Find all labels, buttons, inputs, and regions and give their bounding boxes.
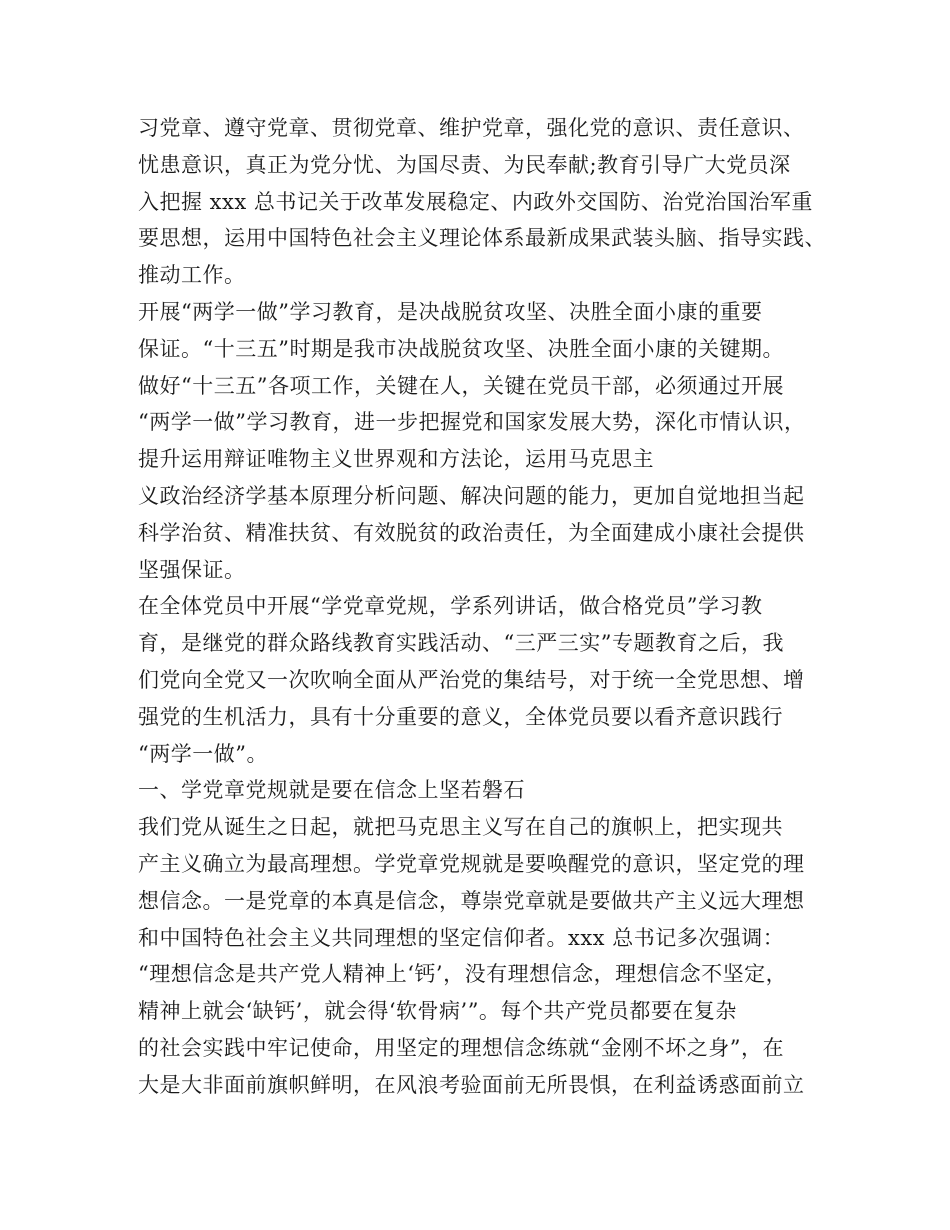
- text-line: 习党章、遵守党章、贯彻党章、维护党章，强化党的意识、责任意识、: [138, 116, 805, 140]
- text-line: 们党向全党又一次吹响全面从严治党的集结号，对于统一全党思想、增: [138, 667, 805, 692]
- text-line: 想信念。一是党章的本真是信念，尊崇党章就是要做共产主义远大理想: [138, 888, 805, 913]
- text-line: 提升运用辩证唯物主义世界观和方法论，运用马克思主: [138, 447, 654, 472]
- text-line: 坚强保证。: [138, 557, 246, 582]
- text-line: 推动工作。: [138, 263, 246, 288]
- text-line: 强党的生机活力，具有十分重要的意义，全体党员要以看齐意识践行: [138, 704, 783, 729]
- text-line: 忧患意识，真正为党分忧、为国尽责、为民奉献;教育引导广大党员深: [138, 152, 791, 177]
- text-line: 开展“两学一做”学习教育，是决战脱贫攻坚、决胜全面小康的重要: [138, 299, 763, 324]
- text-line: 入把握 xxx 总书记关于改革发展稳定、内政外交国防、治党治国治军重: [138, 189, 813, 214]
- document-body: [138, 110, 828, 1104]
- text-line: “理想信念是共产党人精神上‘钙’，没有理想信念，理想信念不坚定，: [138, 962, 788, 987]
- text-line: 要思想，运用中国特色社会主义理论体系最新成果武装头脑、指导实践、: [138, 226, 826, 251]
- text-line: 保证。“十三五”时期是我市决战脱贫攻坚、决胜全面小康的关键期。: [138, 336, 784, 361]
- text-line: “两学一做”学习教育，进一步把握党和国家发展大势，深化市情认识，: [138, 410, 806, 435]
- text-line: 我们党从诞生之日起，就把马克思主义写在自己的旗帜上，把实现共: [138, 815, 783, 840]
- section-heading: 一、学党章党规就是要在信念上坚若磐石: [138, 778, 525, 803]
- text-line: “两学一做”。: [138, 741, 268, 766]
- text-line: 产主义确立为最高理想。学党章党规就是要唤醒党的意识，坚定党的理: [138, 851, 805, 876]
- text-line: 在全体党员中开展“学党章党规，学系列讲话，做合格党员”学习教: [138, 594, 763, 619]
- text-line: 义政治经济学基本原理分析问题、解决问题的能力，更加自觉地担当起: [138, 483, 805, 508]
- text-line: 的社会实践中牢记使命，用坚定的理想信念练就“金刚不坏之身”，在: [138, 1035, 784, 1060]
- text-line: 精神上就会‘缺钙’，就会得‘软骨病’”。每个共产党员都要在复杂: [138, 999, 737, 1024]
- text-line: 育，是继党的群众路线教育实践活动、“三严三实”专题教育之后，我: [138, 631, 784, 656]
- text-line: 和中国特色社会主义共同理想的坚定信仰者。xxx 总书记多次强调：: [138, 925, 785, 950]
- text-line: 大是大非面前旗帜鲜明，在风浪考验面前无所畏惧，在利益诱惑面前立: [138, 1072, 805, 1097]
- text-line: 科学治贫、精准扶贫、有效脱贫的政治责任，为全面建成小康社会提供: [138, 520, 805, 545]
- text-line: 做好“十三五”各项工作，关键在人，关键在党员干部，必须通过开展: [138, 373, 784, 398]
